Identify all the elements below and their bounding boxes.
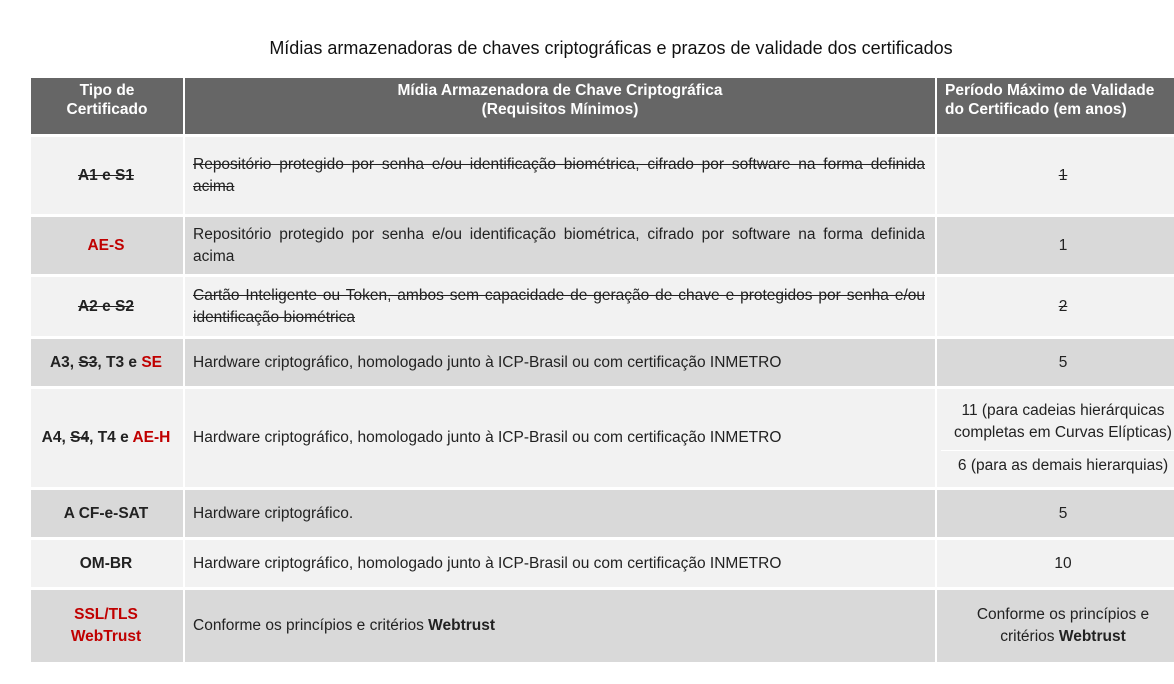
certificate-type-cell	[31, 136, 184, 216]
storage-media-text: Hardware criptográfico.	[193, 504, 354, 522]
validity-period-cell	[936, 216, 1174, 276]
certificate-type-label: OM-BR	[79, 554, 133, 572]
type-part-struck: S4	[70, 429, 90, 446]
header-storage-media: Mídia Armazenadora de Chave Criptográfica (Requisitos Mínimos)	[184, 78, 936, 136]
storage-media-text: Cartão Inteligente ou Token, ambos sem capacidade de geração de chave e protegidos por senha e/ou identificação biométrica	[193, 286, 925, 326]
storage-media-cell	[184, 136, 936, 216]
certificate-type-cell	[31, 388, 184, 489]
certificate-type-label: SSL/TLS WebTrust	[70, 605, 142, 645]
certificate-media-table	[31, 78, 1174, 662]
validity-period-cell	[936, 338, 1174, 388]
validity-period-other: 6 (para as demais hierarquias)	[957, 456, 1169, 474]
certificate-type-label: A2 e S2	[77, 297, 134, 315]
certificate-type-cell	[31, 276, 184, 338]
validity-period-value: 1	[1058, 236, 1068, 254]
storage-media-text: Repositório protegido por senha e/ou identificação biométrica, cifrado por software na forma definida acima	[193, 155, 925, 195]
table-row	[31, 589, 1174, 662]
storage-media-text: Hardware criptográfico, homologado junto à ICP-Brasil ou com certificação INMETRO	[193, 429, 782, 446]
storage-media-text: Conforme os princípios e critérios	[193, 616, 429, 634]
certificate-type-cell	[31, 216, 184, 276]
table-row	[31, 216, 1174, 276]
validity-period-cell	[936, 388, 1174, 489]
storage-media-cell	[184, 276, 936, 338]
table-row	[31, 388, 1174, 489]
storage-media-cell	[184, 388, 936, 489]
certificate-type-cell	[31, 338, 184, 388]
validity-period-value: 5	[1058, 353, 1068, 371]
certificate-type-label: A CF-e-SAT	[63, 504, 149, 522]
type-part: A3,	[49, 353, 79, 371]
table-row	[31, 489, 1174, 539]
table-row	[31, 136, 1174, 216]
validity-period-elliptic: 11 (para cadeias hierárquicas completas em Curvas Elípticas)	[954, 401, 1172, 441]
header-max-validity: Período Máximo de Validade do Certificado (em anos)	[936, 78, 1174, 136]
certificate-type-label: AE-S	[87, 236, 125, 254]
storage-media-text: Hardware criptográfico, homologado junto à ICP-Brasil ou com certificação INMETRO	[193, 554, 782, 572]
storage-media-text: Repositório protegido por senha e/ou identificação biométrica, cifrado por software na forma definida acima	[193, 225, 925, 265]
type-part-struck: S3	[78, 353, 98, 371]
certificate-type-cell	[31, 589, 184, 662]
type-part-highlight: SE	[141, 353, 163, 371]
storage-media-cell	[184, 216, 936, 276]
type-part: , T3 e	[97, 353, 142, 371]
validity-period-value: 5	[1058, 504, 1068, 522]
type-part: A4,	[41, 429, 71, 446]
validity-period-cell	[936, 276, 1174, 338]
type-part: , T4 e	[89, 429, 133, 446]
validity-period-value: 2	[1058, 297, 1068, 315]
page-title: Mídias armazenadoras de chaves criptográficas e prazos de validade dos certificados	[269, 38, 953, 58]
validity-period-value-bold: Webtrust	[1058, 627, 1126, 645]
storage-media-text-bold: Webtrust	[428, 616, 496, 634]
storage-media-text: Hardware criptográfico, homologado junto à ICP-Brasil ou com certificação INMETRO	[193, 353, 782, 371]
storage-media-cell	[184, 489, 936, 539]
storage-media-cell	[184, 539, 936, 589]
certificate-type-label: A1 e S1	[77, 166, 134, 184]
storage-media-cell	[184, 589, 936, 662]
validity-period-value: 10	[1054, 554, 1072, 572]
validity-period-value: Conforme os princípios e critérios	[976, 605, 1150, 645]
table-row	[31, 338, 1174, 388]
table-row	[31, 276, 1174, 338]
certificate-type-cell	[31, 539, 184, 589]
certificate-type-cell	[31, 489, 184, 539]
validity-period-cell	[936, 539, 1174, 589]
type-part-highlight: AE-H	[132, 429, 171, 446]
storage-media-cell	[184, 338, 936, 388]
table-row	[31, 539, 1174, 589]
validity-period-cell	[936, 589, 1174, 662]
validity-period-cell	[936, 489, 1174, 539]
header-certificate-type: Tipo de Certificado	[31, 78, 184, 136]
table-header-row	[31, 78, 1174, 136]
validity-period-value: 1	[1058, 166, 1068, 184]
validity-period-cell	[936, 136, 1174, 216]
